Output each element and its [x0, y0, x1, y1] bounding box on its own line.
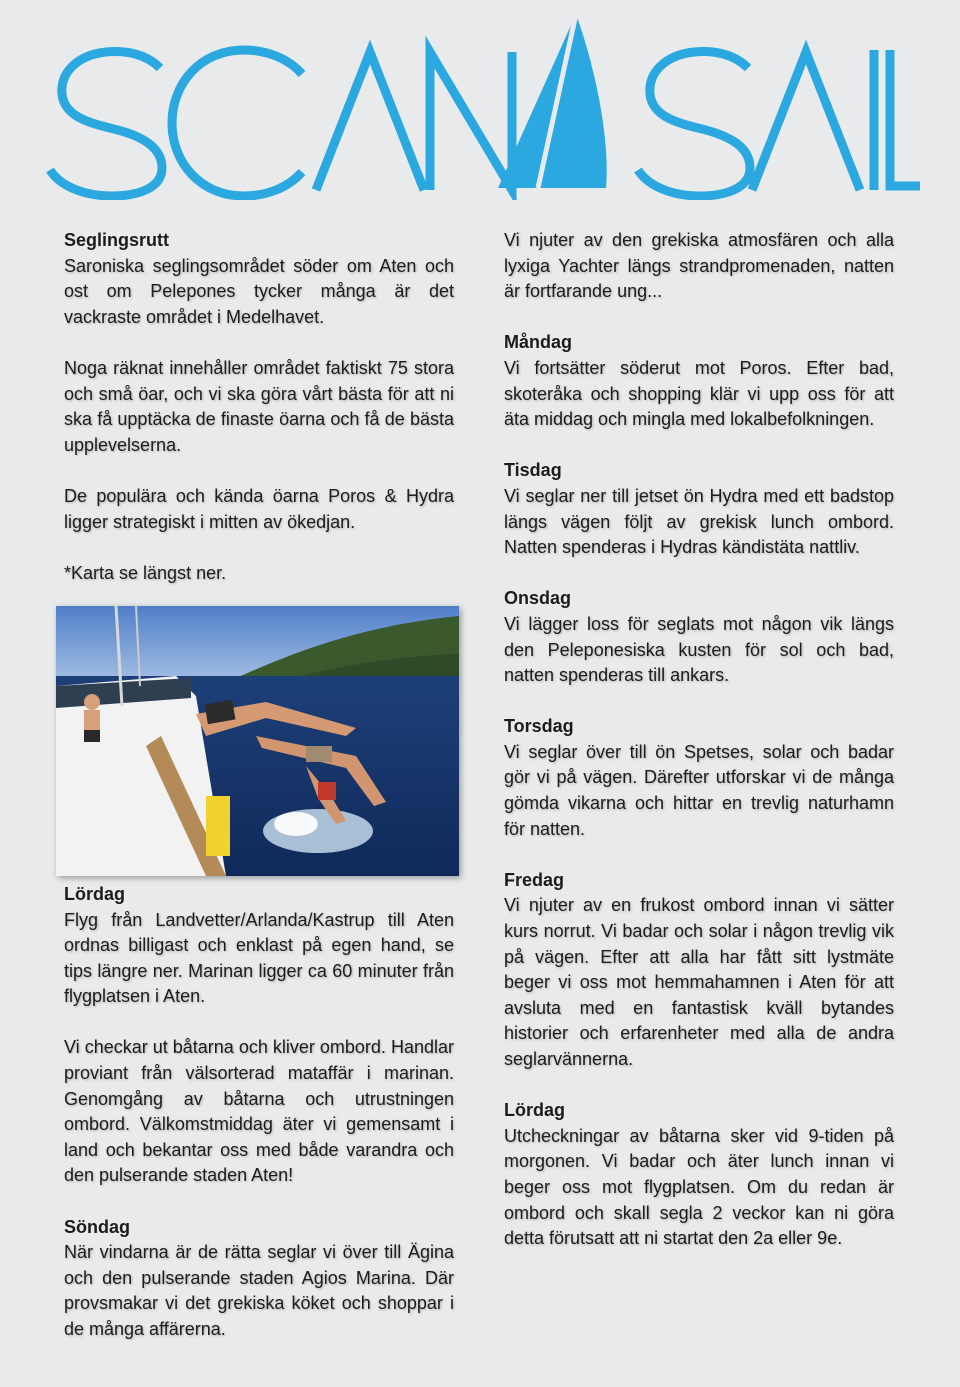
- paragraph: *Karta se längst ner.: [64, 562, 227, 583]
- paragraph: Flyg från Landvetter/Arlanda/Kastrup till Aten ordnas billigast och enklast på egen hand, se tips längre ner. Marinan ligger ca 60 minuter från flygplatsen i Aten.: [64, 909, 454, 1007]
- section-sondag: [64, 1215, 454, 1343]
- heading-tisdag: Tisdag: [504, 460, 562, 481]
- heading-onsdag: Onsdag: [504, 588, 572, 609]
- paragraph: Vi seglar över till ön Spetses, solar och badar gör vi på vägen. Därefter utforskar vi de många gömda vikarna och hittar en trevlig naturhamn för natten.: [504, 741, 894, 839]
- right-column: [504, 228, 894, 1277]
- heading-torsdag: Torsdag: [504, 716, 574, 737]
- heading-mandag: Måndag: [504, 332, 573, 353]
- paragraph: Vi njuter av den grekiska atmosfären och alla lyxiga Yachter längs strandpromenaden, natten är fortfarande ung...: [504, 230, 894, 302]
- heading-lordag-2: Lördag: [504, 1100, 565, 1121]
- section-torsdag: [504, 714, 894, 842]
- paragraph: Vi seglar ner till jetset ön Hydra med ett badstop längs vägen följt av grekisk lunch ombord. Natten spenderas i Hydras kändistäta nattliv.: [504, 485, 894, 558]
- paragraph: Vi njuter av en frukost ombord innan vi sätter kurs norrut. Vi badar och solar i någon trevlig vik på vägen. Efter att alla har fått sitt lystmäte beger vi oss mot hemmahamnen i Aten för att avsluta med en fantastisk kväll bytandes historier och erfarenheter med alla de andra seglarvännerna.: [504, 895, 894, 1069]
- paragraph: Noga räknat innehåller området faktiskt 75 stora och små öar, och vi ska göra vårt bästa för att ni ska få upptäcka de finaste öarna och få de bästa upplevelserna.: [64, 357, 454, 455]
- heading-fredag: Fredag: [504, 869, 565, 890]
- paragraph: Vi fortsätter söderut mot Poros. Efter bad, skoteråka och shopping klär vi upp oss för att äta middag och mingla med lokalbefolkningen.: [504, 357, 894, 430]
- left-column: [64, 228, 454, 1368]
- section-fredag: [504, 868, 894, 1073]
- scansail-logo: [40, 10, 920, 200]
- section-seglingsrutt: [64, 228, 454, 586]
- section-lordag-2: [504, 1098, 894, 1252]
- heading-seglingsrutt: Seglingsrutt: [64, 230, 170, 250]
- divers-jumping-from-sailboat-photo: [56, 606, 459, 876]
- section-tisdag: [504, 458, 894, 560]
- section-onsdag: [504, 586, 894, 688]
- paragraph: De populära och kända öarna Poros & Hydra ligger strategiskt i mitten av ökedjan.: [64, 485, 454, 532]
- section-mandag: [504, 330, 894, 432]
- paragraph: Vi checkar ut båtarna och kliver ombord. Handlar proviant från välsorterad mataffär i marinan. Genomgång av båtarna och utrustningen ombord. Välkomstmiddag äter vi gemensamt i land och bekantar oss med både varandra och den pulserande staden Aten!: [64, 1037, 454, 1186]
- paragraph: Vi lägger loss för seglats mot någon vik längs den Peleponesiska kusten för sol och bad, natten spenderas till ankars.: [504, 613, 894, 686]
- heading-sondag: Söndag: [64, 1216, 130, 1237]
- paragraph: Saroniska seglingsområdet söder om Aten och ost om Pelepones tycker många är det vackraste området i Medelhavet.: [64, 255, 454, 327]
- paragraph: När vindarna är de rätta seglar vi över till Ägina och den pulserande staden Agios Marina. Där provsmakar vi det grekiska köket och shoppar i de många affärerna.: [64, 1242, 454, 1339]
- section-lordag: [64, 882, 454, 1189]
- heading-lordag: Lördag: [64, 883, 125, 904]
- paragraph: Utcheckningar av båtarna sker vid 9-tiden på morgonen. Vi badar och äter lunch innan vi beger oss mot flygplatsen. Om du redan är ombord och skall segla 2 veckor kan ni göra detta förutsatt att ni startat den 2a eller 9e.: [504, 1125, 894, 1249]
- section-intro: [504, 228, 894, 305]
